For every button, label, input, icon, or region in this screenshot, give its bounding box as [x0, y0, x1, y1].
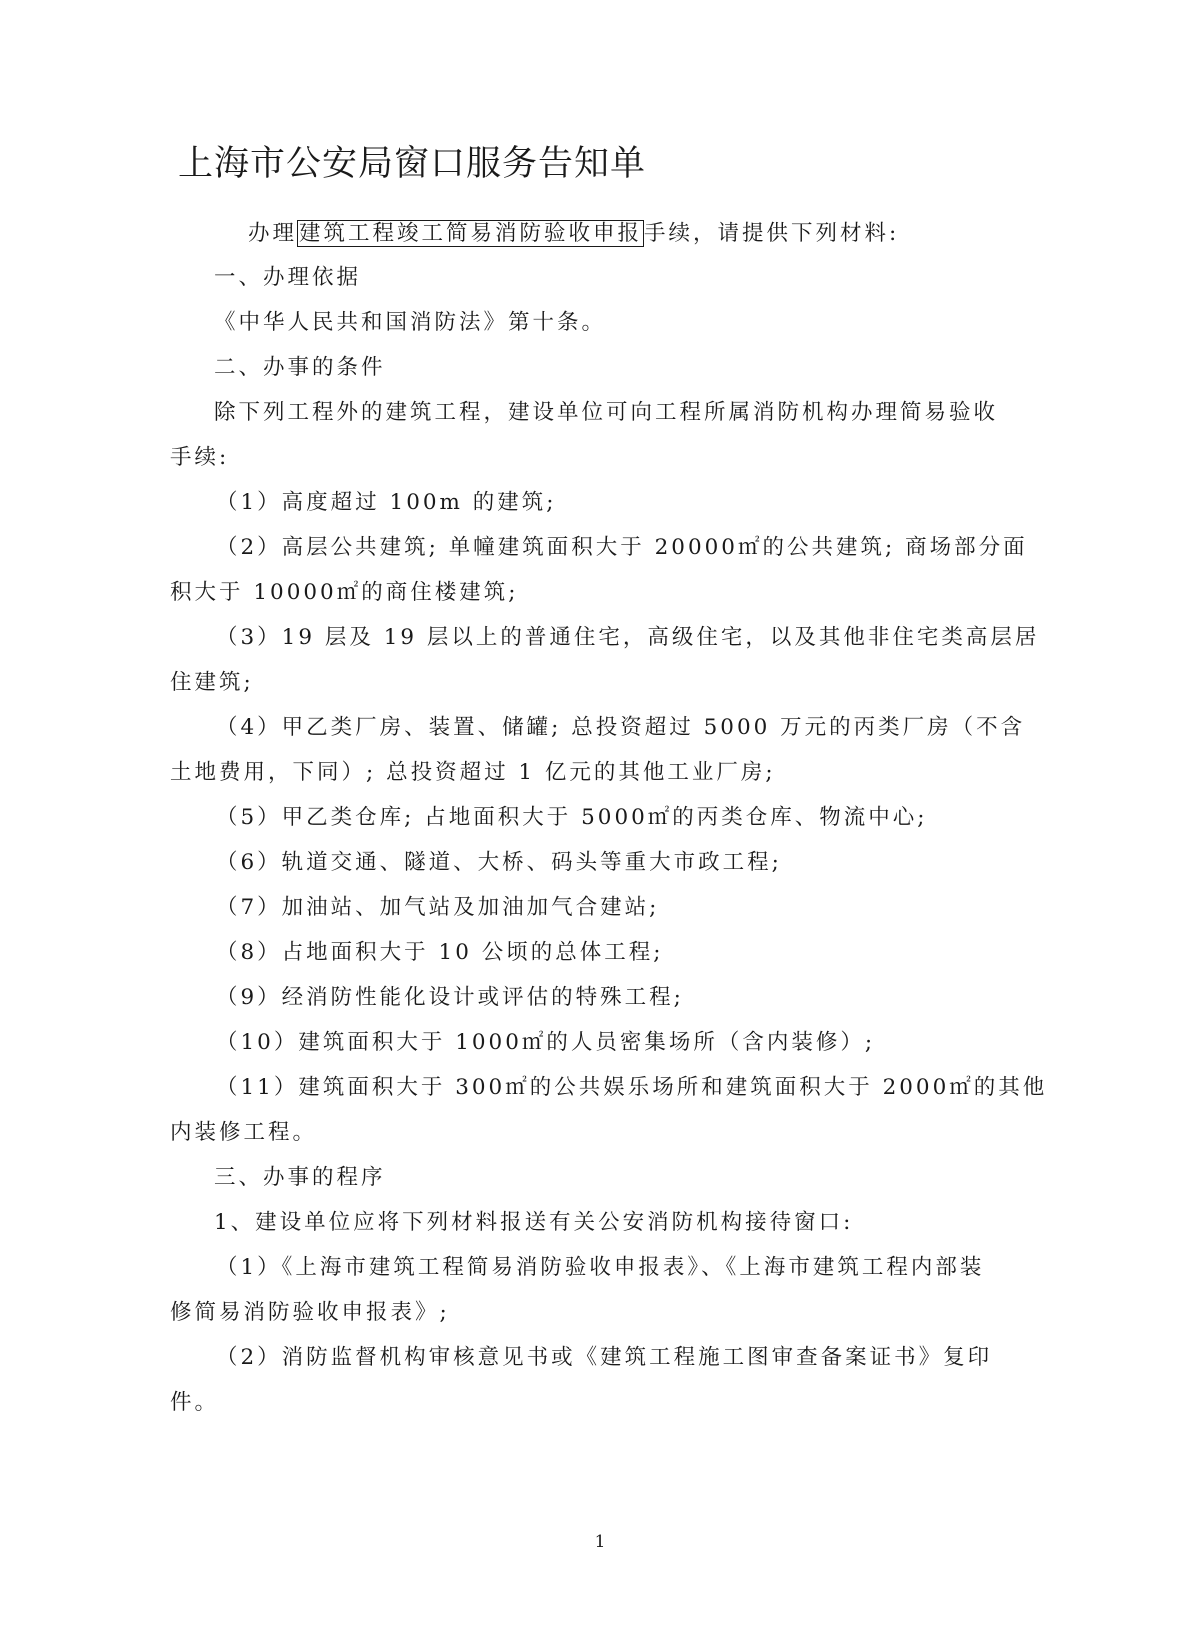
section2-heading: 二、办事的条件 — [214, 355, 386, 380]
condition-item-1: （1）高度超过 100m 的建筑; — [216, 490, 557, 515]
condition-item-11-cont: 内装修工程。 — [170, 1120, 318, 1145]
condition-item-4: （4）甲乙类厂房、装置、储罐; 总投资超过 5000 万元的丙类厂房（不含 — [216, 715, 1026, 740]
condition-item-4-cont: 土地费用，下同）; 总投资超过 1 亿元的其他工业厂房; — [170, 760, 776, 785]
condition-item-9: （9）经消防性能化设计或评估的特殊工程; — [216, 985, 684, 1010]
section1-text: 《中华人民共和国消防法》第十条。 — [214, 310, 607, 335]
material-item-2: （2）消防监督机构审核意见书或《建筑工程施工图审查备案证书》复印 — [216, 1345, 993, 1370]
section2-lead-cont: 手续: — [170, 445, 230, 470]
condition-item-3-cont: 住建筑; — [170, 670, 254, 695]
intro-line — [248, 219, 899, 249]
condition-item-5: （5）甲乙类仓库; 占地面积大于 5000㎡的丙类仓库、物流中心; — [216, 805, 928, 830]
section1-heading: 一、办理依据 — [214, 265, 362, 290]
page-number: 1 — [594, 1532, 606, 1552]
condition-item-7: （7）加油站、加气站及加油加气合建站; — [216, 895, 660, 920]
section2-lead: 除下列工程外的建筑工程，建设单位可向工程所属消防机构办理简易验收 — [214, 400, 999, 425]
material-item-1: （1）《上海市建筑工程简易消防验收申报表》、《上海市建筑工程内部装 — [216, 1255, 985, 1280]
material-item-1-cont: 修简易消防验收申报表》; — [170, 1300, 450, 1325]
intro-suffix: 手续，请提供下列材料: — [644, 221, 900, 246]
condition-item-2-cont: 积大于 10000㎡的商住楼建筑; — [170, 580, 519, 605]
section3-heading: 三、办事的程序 — [214, 1165, 386, 1190]
intro-boxed-procedure: 建筑工程竣工简易消防验收申报 — [299, 221, 643, 246]
condition-item-2: （2）高层公共建筑; 单幢建筑面积大于 20000㎡的公共建筑; 商场部分面 — [216, 535, 1028, 560]
intro-prefix: 办理 — [248, 221, 298, 246]
page-title: 上海市公安局窗口服务告知单 — [178, 144, 647, 184]
condition-item-8: （8）占地面积大于 10 公顷的总体工程; — [216, 940, 664, 965]
material-item-2-cont: 件。 — [170, 1390, 220, 1415]
condition-item-11: （11）建筑面积大于 300㎡的公共娱乐场所和建筑面积大于 2000㎡的其他 — [216, 1075, 1048, 1100]
condition-item-10: （10）建筑面积大于 1000㎡的人员密集场所（含内装修）; — [216, 1030, 876, 1055]
condition-item-6: （6）轨道交通、隧道、大桥、码头等重大市政工程; — [216, 850, 782, 875]
condition-item-3: （3）19 层及 19 层以上的普通住宅，高级住宅，以及其他非住宅类高层居 — [216, 625, 1040, 650]
procedure-step-1: 1、建设单位应将下列材料报送有关公安消防机构接待窗口: — [214, 1210, 854, 1235]
